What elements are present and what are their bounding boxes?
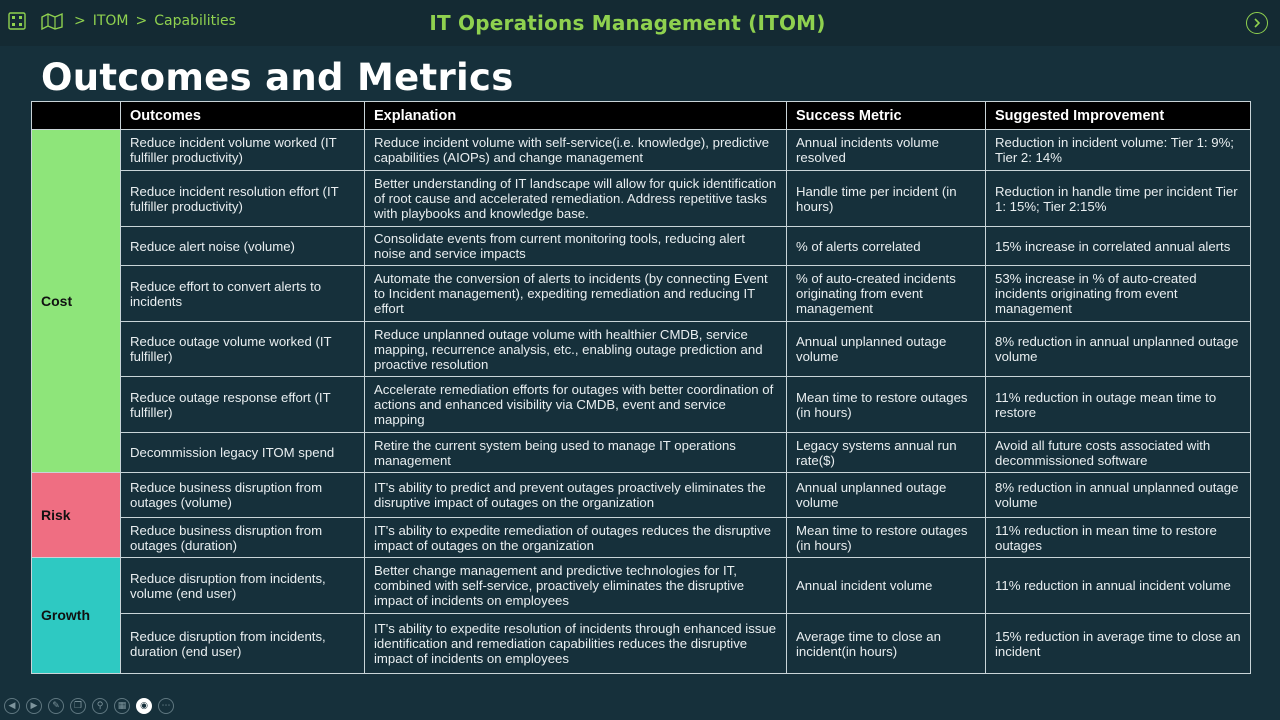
improvement-cell: Reduction in handle time per incident Tier 1: 15%; Tier 2:15% [986, 171, 1251, 227]
category-growth: Growth [32, 558, 121, 674]
header-outcomes: Outcomes [121, 102, 365, 130]
improvement-cell: Reduction in incident volume: Tier 1: 9%; Tier 2: 14% [986, 130, 1251, 171]
table-row [32, 171, 1251, 227]
table-row [32, 227, 1251, 266]
next-slide-button[interactable] [1246, 12, 1268, 34]
improvement-cell: 11% reduction in annual incident volume [986, 558, 1251, 614]
outcome-cell: Reduce disruption from incidents, volume (end user) [121, 558, 365, 614]
metric-cell: % of auto-created incidents originating from event management [787, 266, 986, 322]
pen-icon[interactable]: ✎ [48, 698, 64, 714]
prev-icon[interactable]: ◀ [4, 698, 20, 714]
table-row [32, 322, 1251, 377]
header-success-metric: Success Metric [787, 102, 986, 130]
chevron-right-icon [1252, 18, 1262, 28]
explanation-cell: Reduce unplanned outage volume with healthier CMDB, service mapping, recurrence analysis, etc., enabling outage prediction and proactive resolution [365, 322, 787, 377]
explanation-cell: Consolidate events from current monitoring tools, reducing alert noise and service impacts [365, 227, 787, 266]
zoom-icon[interactable]: ⚲ [92, 698, 108, 714]
improvement-cell: 8% reduction in annual unplanned outage volume [986, 473, 1251, 518]
table-row [32, 558, 1251, 614]
improvement-cell: 11% reduction in outage mean time to restore [986, 377, 1251, 433]
outcome-cell: Reduce effort to convert alerts to incidents [121, 266, 365, 322]
header-explanation: Explanation [365, 102, 787, 130]
table-header-row [32, 102, 1251, 130]
outcome-cell: Reduce outage volume worked (IT fulfiller) [121, 322, 365, 377]
more-icon[interactable]: ⋯ [158, 698, 174, 714]
improvement-cell: 11% reduction in mean time to restore outages [986, 518, 1251, 558]
breadcrumb-itom[interactable]: ITOM [92, 13, 129, 29]
metric-cell: Annual incident volume [787, 558, 986, 614]
camera-icon[interactable]: ◉ [136, 698, 152, 714]
outcome-cell: Reduce business disruption from outages (volume) [121, 473, 365, 518]
outcome-cell: Reduce incident resolution effort (IT fulfiller productivity) [121, 171, 365, 227]
table-row [32, 433, 1251, 473]
explanation-cell: Accelerate remediation efforts for outages with better coordination of actions and enhanced visibility via CMDB, event and service mapping [365, 377, 787, 433]
copy-icon[interactable]: ❐ [70, 698, 86, 714]
metric-cell: Mean time to restore outages (in hours) [787, 377, 986, 433]
outcome-cell: Reduce incident volume worked (IT fulfiller productivity) [121, 130, 365, 171]
category-cost: Cost [32, 130, 121, 473]
breadcrumb-capabilities[interactable]: Capabilities [154, 13, 236, 29]
metric-cell: Average time to close an incident(in hours) [787, 614, 986, 674]
improvement-cell: Avoid all future costs associated with decommissioned software [986, 433, 1251, 473]
table-row [32, 377, 1251, 433]
outcome-cell: Reduce outage response effort (IT fulfiller) [121, 377, 365, 433]
outcome-cell: Reduce alert noise (volume) [121, 227, 365, 266]
page-heading: Outcomes and Metrics [41, 56, 514, 99]
outcome-cell: Reduce disruption from incidents, duration (end user) [121, 614, 365, 674]
metric-cell: % of alerts correlated [787, 227, 986, 266]
explanation-cell: Better understanding of IT landscape will allow for quick identification of root cause and accelerated remediation. Address repetitive tasks with playbooks and knowledge base. [365, 171, 787, 227]
improvement-cell: 8% reduction in annual unplanned outage volume [986, 322, 1251, 377]
header-suggested-improvement: Suggested Improvement [986, 102, 1251, 130]
explanation-cell: IT's ability to predict and prevent outages proactively eliminates the disruptive impact of outages on the organization [365, 473, 787, 518]
improvement-cell: 53% increase in % of auto-created incidents originating from event management [986, 266, 1251, 322]
category-risk: Risk [32, 473, 121, 558]
outcome-cell: Decommission legacy ITOM spend [121, 433, 365, 473]
explanation-cell: Reduce incident volume with self-service(i.e. knowledge), predictive capabilities (AIOPs) and change management [365, 130, 787, 171]
table-row [32, 518, 1251, 558]
explanation-cell: Automate the conversion of alerts to incidents (by connecting Event to Incident management), expediting remediation and reducing IT effort [365, 266, 787, 322]
table-row [32, 473, 1251, 518]
slide-title: IT Operations Management (ITOM) [429, 11, 826, 35]
table-row [32, 266, 1251, 322]
top-bar [0, 0, 1280, 46]
metric-cell: Mean time to restore outages (in hours) [787, 518, 986, 558]
explanation-cell: Retire the current system being used to manage IT operations management [365, 433, 787, 473]
metric-cell: Annual incidents volume resolved [787, 130, 986, 171]
grid-icon[interactable]: ▦ [114, 698, 130, 714]
metric-cell: Annual unplanned outage volume [787, 322, 986, 377]
table-row [32, 614, 1251, 674]
presentation-controls [4, 698, 174, 714]
table-row [32, 130, 1251, 171]
metric-cell: Legacy systems annual run rate($) [787, 433, 986, 473]
improvement-cell: 15% increase in correlated annual alerts [986, 227, 1251, 266]
next-icon[interactable]: ▶ [26, 698, 42, 714]
explanation-cell: IT's ability to expedite resolution of incidents through enhanced issue identification and remediation capabilities reduces the disruptive impact of incidents on employees [365, 614, 787, 674]
breadcrumb-separator: > [74, 13, 86, 29]
improvement-cell: 15% reduction in average time to close an incident [986, 614, 1251, 674]
header-corner [32, 102, 121, 130]
explanation-cell: IT's ability to expedite remediation of outages reduces the disruptive impact of outages on the organization [365, 518, 787, 558]
explanation-cell: Better change management and predictive technologies for IT, combined with self-service, proactively eliminates the disruptive impact of incidents on employees [365, 558, 787, 614]
metric-cell: Annual unplanned outage volume [787, 473, 986, 518]
breadcrumb-separator: > [135, 13, 148, 29]
metric-cell: Handle time per incident (in hours) [787, 171, 986, 227]
outcomes-metrics-table [31, 101, 1251, 674]
outcome-cell: Reduce business disruption from outages (duration) [121, 518, 365, 558]
